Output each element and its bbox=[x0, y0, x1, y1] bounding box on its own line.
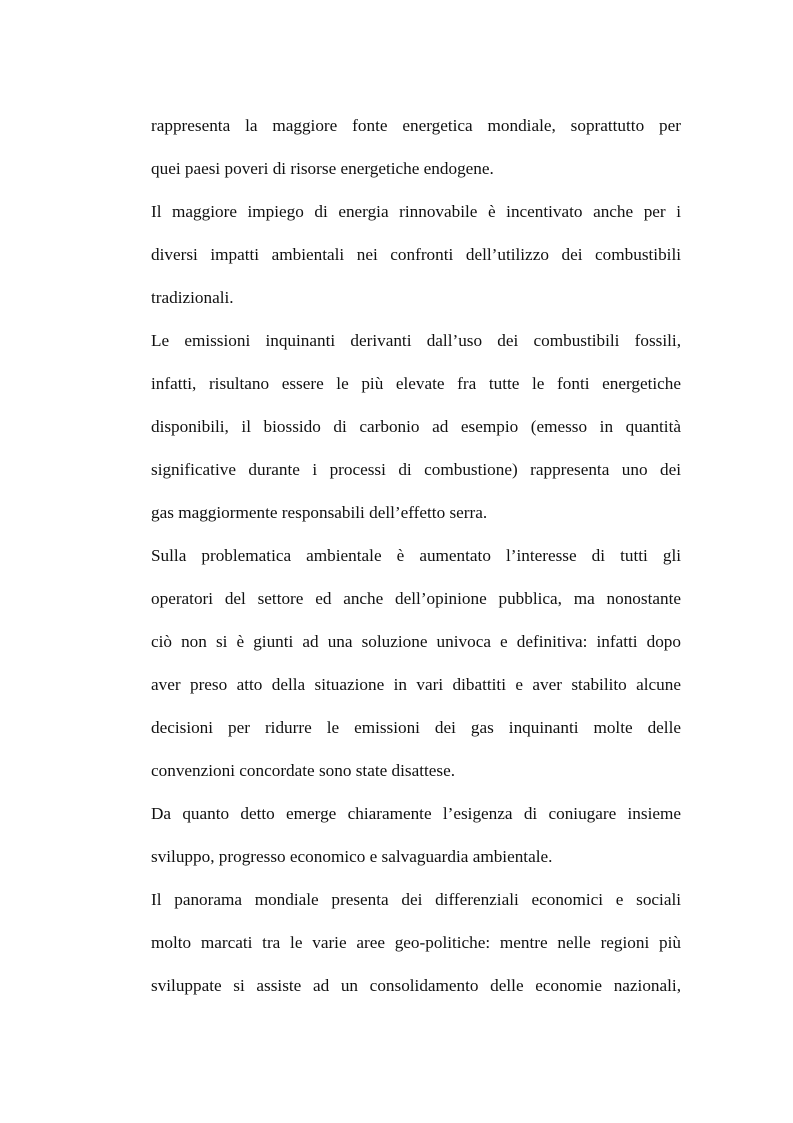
text-line: Il maggiore impiego di energia rinnovabile è incentivato anche per i bbox=[151, 202, 681, 221]
text-line: infatti, risultano essere le più elevate fra tutte le fonti energetiche bbox=[151, 374, 681, 393]
text-line: Il panorama mondiale presenta dei differenziali economici e sociali bbox=[151, 890, 681, 909]
text-line: molto marcati tra le varie aree geo-politiche: mentre nelle regioni più bbox=[151, 933, 681, 952]
text-line: quei paesi poveri di risorse energetiche endogene. bbox=[151, 159, 494, 178]
text-line: tradizionali. bbox=[151, 288, 234, 307]
text-line: diversi impatti ambientali nei confronti dell’utilizzo dei combustibili bbox=[151, 245, 681, 264]
text-line: gas maggiormente responsabili dell’effetto serra. bbox=[151, 503, 488, 522]
text-line: Le emissioni inquinanti derivanti dall’uso dei combustibili fossili, bbox=[151, 331, 681, 350]
text-line: Sulla problematica ambientale è aumentato l’interesse di tutti gli bbox=[151, 546, 681, 565]
text-line: significative durante i processi di combustione) rappresenta uno dei bbox=[151, 460, 681, 479]
text-line: sviluppate si assiste ad un consolidamento delle economie nazionali, bbox=[151, 976, 681, 995]
text-line: operatori del settore ed anche dell’opinione pubblica, ma nonostante bbox=[151, 589, 681, 608]
text-line: aver preso atto della situazione in vari dibattiti e aver stabilito alcune bbox=[151, 675, 681, 694]
text-line: Da quanto detto emerge chiaramente l’esigenza di coniugare insieme bbox=[151, 804, 681, 823]
body-text bbox=[151, 104, 681, 1007]
text-line: decisioni per ridurre le emissioni dei gas inquinanti molte delle bbox=[151, 718, 681, 737]
text-line: sviluppo, progresso economico e salvaguardia ambientale. bbox=[151, 847, 553, 866]
text-line: convenzioni concordate sono state disattese. bbox=[151, 761, 456, 780]
text-line: rappresenta la maggiore fonte energetica mondiale, soprattutto per bbox=[151, 116, 681, 135]
text-line: disponibili, il biossido di carbonio ad esempio (emesso in quantità bbox=[151, 417, 681, 436]
text-line: ciò non si è giunti ad una soluzione univoca e definitiva: infatti dopo bbox=[151, 632, 681, 651]
